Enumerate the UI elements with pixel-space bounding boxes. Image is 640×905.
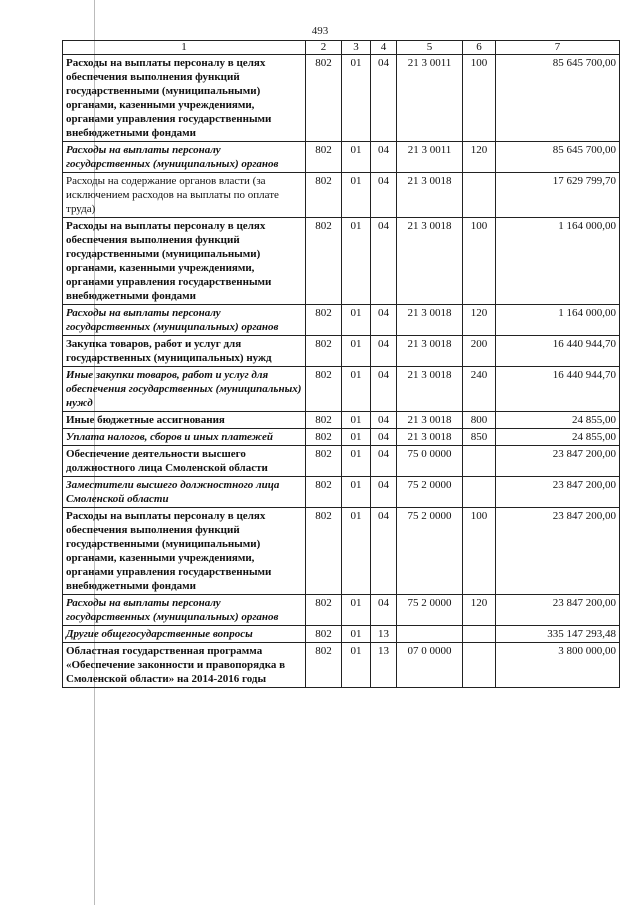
section-code-cell: 01 [342, 55, 371, 142]
amount-cell: 24 855,00 [496, 429, 620, 446]
subsection-code-cell: 04 [371, 367, 397, 412]
section-code-cell: 01 [342, 173, 371, 218]
amount-cell: 85 645 700,00 [496, 142, 620, 173]
section-code-cell: 01 [342, 595, 371, 626]
amount-cell: 85 645 700,00 [496, 55, 620, 142]
target-article-cell: 21 3 0018 [397, 367, 463, 412]
expense-type-cell: 100 [463, 218, 496, 305]
column-header: 4 [371, 41, 397, 55]
expense-type-cell: 200 [463, 336, 496, 367]
table-row [63, 55, 620, 142]
section-code-cell: 01 [342, 508, 371, 595]
table-row [63, 173, 620, 218]
subsection-code-cell: 04 [371, 446, 397, 477]
column-header: 1 [63, 41, 306, 55]
target-article-cell [397, 626, 463, 643]
amount-cell: 23 847 200,00 [496, 446, 620, 477]
expense-type-cell [463, 446, 496, 477]
expense-type-cell: 120 [463, 305, 496, 336]
section-code-cell: 01 [342, 336, 371, 367]
ministry-code-cell: 802 [306, 218, 342, 305]
ministry-code-cell: 802 [306, 367, 342, 412]
subsection-code-cell: 04 [371, 305, 397, 336]
subsection-code-cell: 04 [371, 508, 397, 595]
table-row [63, 429, 620, 446]
subsection-code-cell: 04 [371, 429, 397, 446]
ministry-code-cell: 802 [306, 508, 342, 595]
table-row [63, 626, 620, 643]
expense-name-cell: Иные закупки товаров, работ и услуг для обеспечения государственных (муниципальных) нужд [63, 367, 306, 412]
column-header: 7 [496, 41, 620, 55]
section-code-cell: 01 [342, 142, 371, 173]
table-row [63, 336, 620, 367]
ministry-code-cell: 802 [306, 477, 342, 508]
ministry-code-cell: 802 [306, 595, 342, 626]
amount-cell: 1 164 000,00 [496, 305, 620, 336]
target-article-cell: 21 3 0018 [397, 429, 463, 446]
ministry-code-cell: 802 [306, 446, 342, 477]
expense-type-cell: 120 [463, 595, 496, 626]
table-row [63, 595, 620, 626]
expense-type-cell: 120 [463, 142, 496, 173]
subsection-code-cell: 13 [371, 643, 397, 688]
column-header: 3 [342, 41, 371, 55]
header-row [63, 41, 620, 55]
ministry-code-cell: 802 [306, 412, 342, 429]
target-article-cell: 21 3 0011 [397, 55, 463, 142]
table-row [63, 412, 620, 429]
ministry-code-cell: 802 [306, 55, 342, 142]
ministry-code-cell: 802 [306, 643, 342, 688]
subsection-code-cell: 04 [371, 477, 397, 508]
expense-type-cell: 100 [463, 508, 496, 595]
amount-cell: 17 629 799,70 [496, 173, 620, 218]
table-row [63, 477, 620, 508]
column-header: 5 [397, 41, 463, 55]
ministry-code-cell: 802 [306, 626, 342, 643]
budget-table [62, 40, 620, 688]
section-code-cell: 01 [342, 218, 371, 305]
expense-name-cell: Расходы на выплаты персоналу в целях обеспечения выполнения функций государственными (муниципальными) органами, казенными учреждениями, органами управления государственными внебюджетными фондами [63, 508, 306, 595]
expense-name-cell: Расходы на выплаты персоналу государственных (муниципальных) органов [63, 305, 306, 336]
page-number: 493 [311, 25, 329, 37]
target-article-cell: 75 0 0000 [397, 446, 463, 477]
target-article-cell: 75 2 0000 [397, 595, 463, 626]
section-code-cell: 01 [342, 367, 371, 412]
target-article-cell: 21 3 0018 [397, 336, 463, 367]
expense-name-cell: Иные бюджетные ассигнования [63, 412, 306, 429]
section-code-cell: 01 [342, 626, 371, 643]
column-header: 6 [463, 41, 496, 55]
amount-cell: 23 847 200,00 [496, 508, 620, 595]
ministry-code-cell: 802 [306, 305, 342, 336]
expense-type-cell [463, 626, 496, 643]
expense-name-cell: Расходы на выплаты персоналу в целях обеспечения выполнения функций государственными (муниципальными) органами, казенными учреждениями, органами управления государственными внебюджетными фондами [63, 55, 306, 142]
table-row [63, 305, 620, 336]
expense-name-cell: Другие общегосударственные вопросы [63, 626, 306, 643]
amount-cell: 1 164 000,00 [496, 218, 620, 305]
section-code-cell: 01 [342, 446, 371, 477]
subsection-code-cell: 04 [371, 218, 397, 305]
table-row [63, 367, 620, 412]
target-article-cell: 21 3 0011 [397, 142, 463, 173]
subsection-code-cell: 04 [371, 595, 397, 626]
subsection-code-cell: 04 [371, 173, 397, 218]
expense-type-cell: 850 [463, 429, 496, 446]
section-code-cell: 01 [342, 429, 371, 446]
amount-cell: 23 847 200,00 [496, 595, 620, 626]
amount-cell: 16 440 944,70 [496, 336, 620, 367]
target-article-cell: 75 2 0000 [397, 477, 463, 508]
expense-type-cell: 800 [463, 412, 496, 429]
expense-type-cell [463, 643, 496, 688]
target-article-cell: 21 3 0018 [397, 173, 463, 218]
amount-cell: 23 847 200,00 [496, 477, 620, 508]
expense-name-cell: Расходы на выплаты персоналу в целях обеспечения выполнения функций государственными (муниципальными) органами, казенными учреждениями, органами управления государственными внебюджетными фондами [63, 218, 306, 305]
expense-name-cell: Закупка товаров, работ и услуг для государственных (муниципальных) нужд [63, 336, 306, 367]
expense-type-cell [463, 477, 496, 508]
expense-name-cell: Расходы на выплаты персоналу государственных (муниципальных) органов [63, 595, 306, 626]
subsection-code-cell: 04 [371, 336, 397, 367]
expense-type-cell [463, 173, 496, 218]
table-row [63, 446, 620, 477]
table-row [63, 218, 620, 305]
ministry-code-cell: 802 [306, 429, 342, 446]
ministry-code-cell: 802 [306, 336, 342, 367]
section-code-cell: 01 [342, 305, 371, 336]
section-code-cell: 01 [342, 412, 371, 429]
ministry-code-cell: 802 [306, 173, 342, 218]
table-row [63, 643, 620, 688]
target-article-cell: 21 3 0018 [397, 218, 463, 305]
table-body [63, 55, 620, 688]
subsection-code-cell: 04 [371, 142, 397, 173]
expense-type-cell: 240 [463, 367, 496, 412]
table-row [63, 142, 620, 173]
expense-name-cell: Обеспечение деятельности высшего должностного лица Смоленской области [63, 446, 306, 477]
amount-cell: 3 800 000,00 [496, 643, 620, 688]
expense-name-cell: Заместители высшего должностного лица Смоленской области [63, 477, 306, 508]
target-article-cell: 21 3 0018 [397, 305, 463, 336]
subsection-code-cell: 04 [371, 55, 397, 142]
section-code-cell: 01 [342, 643, 371, 688]
target-article-cell: 75 2 0000 [397, 508, 463, 595]
expense-name-cell: Расходы на содержание органов власти (за исключением расходов на выплаты по оплате труда) [63, 173, 306, 218]
amount-cell: 335 147 293,48 [496, 626, 620, 643]
amount-cell: 24 855,00 [496, 412, 620, 429]
table-row [63, 508, 620, 595]
subsection-code-cell: 04 [371, 412, 397, 429]
amount-cell: 16 440 944,70 [496, 367, 620, 412]
target-article-cell: 21 3 0018 [397, 412, 463, 429]
expense-name-cell: Областная государственная программа «Обеспечение законности и правопорядка в Смоленской области» на 2014-2016 годы [63, 643, 306, 688]
expense-type-cell: 100 [463, 55, 496, 142]
target-article-cell: 07 0 0000 [397, 643, 463, 688]
expense-name-cell: Уплата налогов, сборов и иных платежей [63, 429, 306, 446]
expense-name-cell: Расходы на выплаты персоналу государственных (муниципальных) органов [63, 142, 306, 173]
ministry-code-cell: 802 [306, 142, 342, 173]
subsection-code-cell: 13 [371, 626, 397, 643]
column-header: 2 [306, 41, 342, 55]
section-code-cell: 01 [342, 477, 371, 508]
